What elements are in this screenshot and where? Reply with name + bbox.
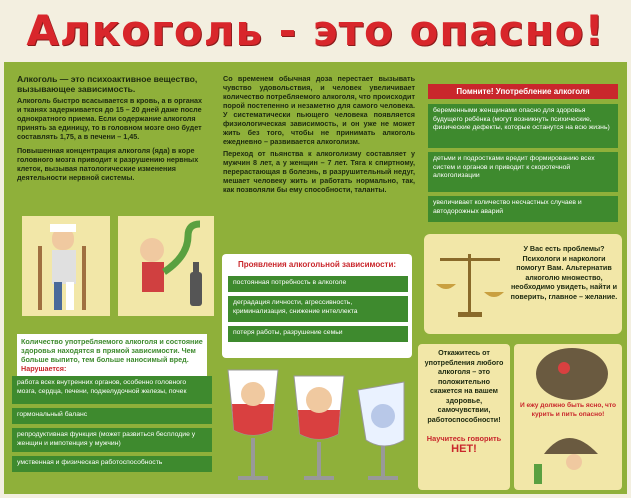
quantity-item: умственная и физическая работоспособность bbox=[12, 456, 212, 472]
intro-paragraph-1: Алкоголь быстро всасывается в кровь, а в органах и тканях задерживается до 15 – 20 дней даже после однократного приема. Если содержание алкоголя принять за единицу, то в головном мозге оно будет составлять 1,75, а в печени – 1,45. bbox=[17, 96, 203, 141]
scales-icon bbox=[430, 244, 510, 324]
manifest-item: потеря работы, разрушение семьи bbox=[228, 326, 408, 342]
middle-text bbox=[218, 70, 420, 250]
illustration-injured-man bbox=[22, 216, 110, 316]
intro-paragraph-2: Повышенная концентрация алкоголя (яда) в коре головного мозга приводит к разрушению нервных клеток, вызывая патологические изменения деятельности нервной системы. bbox=[17, 146, 199, 182]
quantity-sub: Нарушается: bbox=[21, 364, 67, 373]
intro-box bbox=[12, 70, 212, 210]
remember-item: детьми и подростками вредит формированию всех систем и органов и приводит к скоротечной алкоголизации bbox=[428, 152, 618, 192]
remember-title: Помните! Употребление алкоголя bbox=[428, 84, 618, 99]
refuse-say: Научитесь говорить bbox=[426, 434, 502, 443]
illustration-hedgehog bbox=[514, 344, 622, 490]
refuse-no: НЕТ! bbox=[451, 443, 477, 455]
illustration-wine-glasses bbox=[218, 360, 414, 490]
intro-lead: Алкоголь — это психоактивное вещество, вызывающее зависимость. bbox=[17, 74, 198, 94]
manifest-item: деградация личности, агрессивность, криминализация, снижение интеллекта bbox=[228, 296, 408, 322]
middle-paragraph-1: Со временем обычная доза перестает вызывать чувство удовольствия, и человек увеличивает количество потребляемого алкоголя, что происходит порой постепенно и незаметно для самого человека. У систематически пьющего человека появляется физиологическая зависимость, и он уже не может жить без того, чтобы не принимать алкоголь ежедневно – развивается алкоголизм. bbox=[223, 74, 415, 146]
problems-text: У Вас есть проблемы? Психологи и наркологи помогут Вам. Альтернатив алкоголю множество, необходимо увидеть, найти и поверить, главное – желание. bbox=[510, 244, 618, 301]
manifest-title: Проявления алкогольной зависимости: bbox=[237, 260, 397, 269]
remember-item: увеличивает количество несчастных случаев и автодорожных аварий bbox=[428, 196, 618, 222]
problems-box bbox=[424, 234, 622, 334]
illustration-snake-bottle bbox=[118, 216, 214, 316]
quantity-item: репродуктивная функция (может развиться бесплодие у женщин и импотенция у мужчин) bbox=[12, 428, 212, 452]
refuse-box bbox=[418, 344, 510, 490]
quantity-item: гормональный баланс bbox=[12, 408, 212, 424]
middle-paragraph-2: Переход от пьянства к алкоголизму составляет у мужчин 8 лет, а у женщин – 7 лет. Тяга к спиртному, перерастающая в болезнь, в разрушительный недуг, мешает человеку жить и работать нормально, так, как позволяли бы ему способности, таланты. bbox=[223, 149, 415, 194]
refuse-text: Откажитесь от употребления любого алкоголя – это положительно скажется на вашем здоровье, самочувствии, работоспособности! bbox=[424, 348, 504, 424]
quantity-text bbox=[17, 334, 207, 376]
quantity-item: работа всех внутренних органов, особенно головного мозга, сердца, печени, поджелудочной железы, почек bbox=[12, 376, 212, 404]
poster-title: Алкоголь - это опасно! bbox=[26, 6, 605, 55]
hedgehog-text: И ежу должно быть ясно, что курить и пить опасно! bbox=[519, 402, 617, 418]
remember-item: беременными женщинами опасно для здоровья будущего ребёнка (могут возникнуть психические, физические дефекты, которые останутся на всю жизнь) bbox=[428, 104, 618, 148]
manifest-item: постоянная потребность в алкоголе bbox=[228, 276, 408, 292]
quantity-text-main: Количество употребляемого алкоголя и состояние здоровья находятся в прямой зависимости. Чем больше выпито, тем больше наносимый вред. bbox=[21, 337, 203, 364]
